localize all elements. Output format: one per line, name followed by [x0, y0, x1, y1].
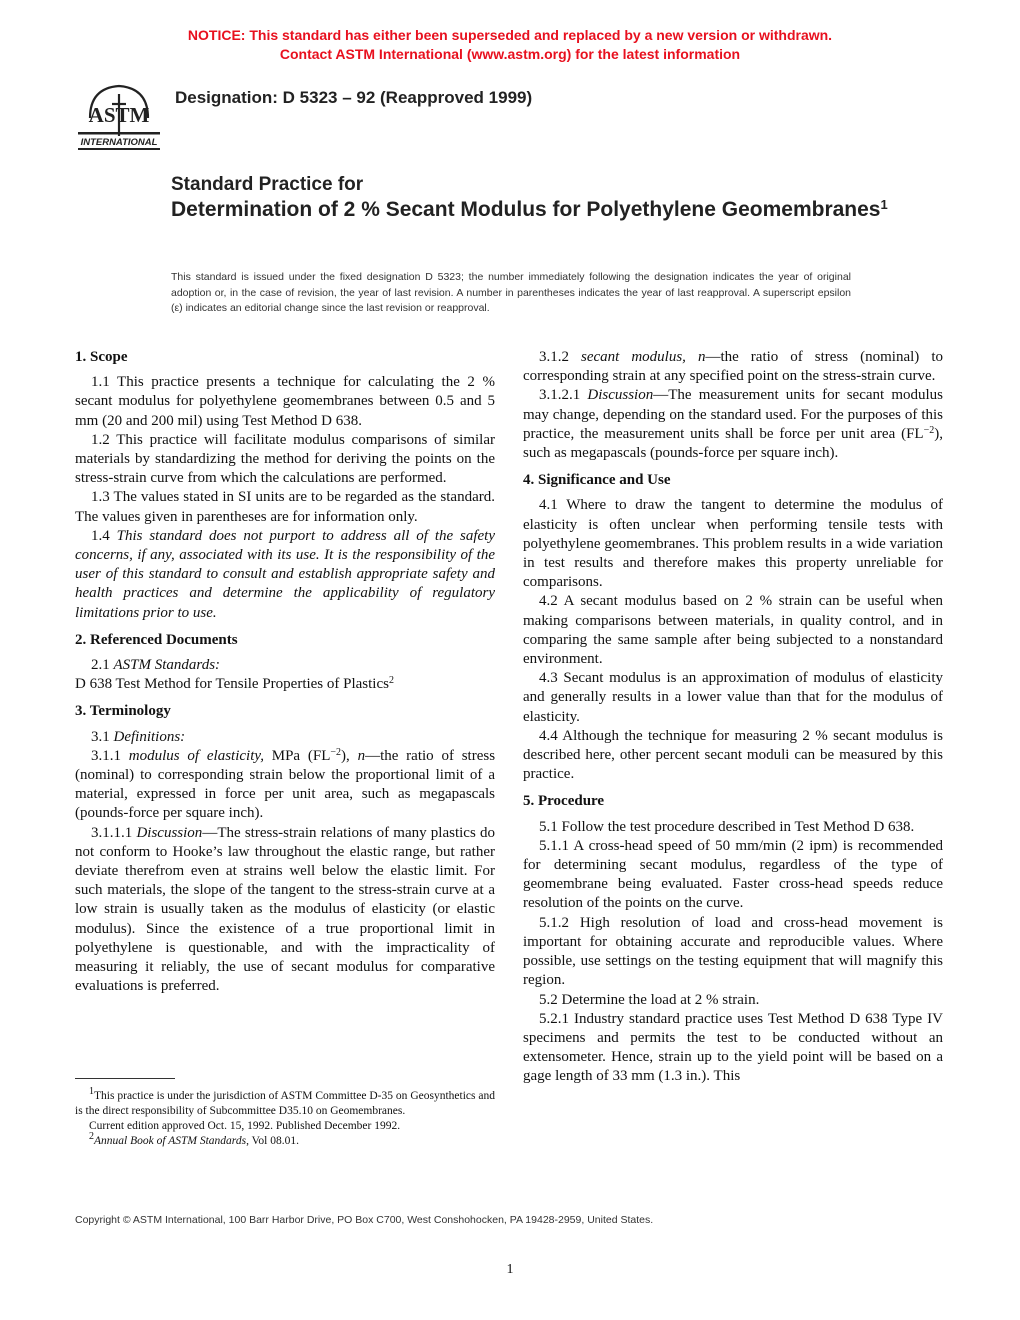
discussion-label: Discussion [587, 387, 654, 404]
notice-line-1: NOTICE: This standard has either been superseded and replaced by a new version or withdrawn. [187, 27, 833, 43]
footnote-text: This practice is under the jurisdiction of ASTM Committee D-35 on Geosynthetics and is the direct responsibility of Subcommittee D35.10 on Geomembranes. [75, 1090, 495, 1117]
copyright-line: Copyright © ASTM International, 100 Barr Harbor Drive, PO Box C700, West Conshohocken, PA 19428-2959, United States. [75, 1214, 654, 1226]
astm-logo [76, 74, 162, 154]
exponent: −2 [330, 746, 342, 758]
title-text: Determination of 2 % Secant Modulus for Polyethylene Geomembranes [171, 198, 881, 221]
footnote-1 [75, 1086, 495, 1119]
paragraph-5-1: 5.1 Follow the test procedure described in Test Method D 638. [539, 818, 915, 835]
defined-term: modulus of elasticity, [128, 747, 264, 764]
discussion-text: —The measurement units for secant modulus may change, depending on the standard used. For the purposes of this practice, the measurement units shall be force per unit area (FL [523, 387, 943, 442]
footnote-2 [75, 1131, 495, 1149]
paragraph-number: 3.1 [91, 728, 110, 745]
paragraph-number: 3.1.2 [539, 349, 569, 365]
referenced-item-d638 [75, 675, 495, 694]
footnotes [75, 1078, 495, 1149]
safety-statement: This standard does not purport to address all of the safety concerns, if any, associated with its use. It is the responsibility of the user of this standard to consult and establish appropriate safety and health practices and determine the applicability of regulatory limitations prior to use. [75, 527, 496, 621]
footnote-rule [75, 1078, 175, 1079]
paragraph-5-1-2: 5.1.2 High resolution of load and cross-head movement is important for obtaining accurate and reproducible values. Where possible, use settings on the testing equipment that will magnify this region. [523, 914, 943, 989]
paragraph-number: 3.1.2.1 [539, 387, 581, 404]
footnote-title: Annual Book of ASTM Standards [94, 1135, 247, 1147]
title-block [171, 173, 931, 222]
designation: Designation: D 5323 – 92 (Reapproved 1999) [175, 88, 533, 107]
paragraph-5-2: 5.2 Determine the load at 2 % strain. [539, 991, 760, 1008]
section-heading-scope: 1. Scope [75, 349, 128, 365]
section-heading-terminology: 3. Terminology [75, 703, 171, 720]
paragraph-5-2-1: 5.2.1 Industry standard practice uses Test Method D 638 Type IV specimens and permits the test to be conducted without an extensometer. Hence, strain up to the yield point will be based on a gage length of 33 mm (1.3 in.). This [523, 1010, 943, 1085]
footnote-text: , Vol 08.01. [246, 1135, 299, 1147]
footnote-mark: 2 [89, 1131, 94, 1142]
logo-letters: ASTM [88, 103, 150, 127]
footnote-mark: 2 [388, 675, 394, 687]
paragraph-4-1: 4.1 Where to draw the tangent to determine the modulus of elasticity is often unclear when performing tensile tests with polyethylene geomembranes. This problem results in a wide variation in test results and therefore makes this property unreliable for comparisons. [523, 497, 943, 591]
definition-text: —the ratio of stress (nominal) to corresponding strain at any specified point on the stress-strain curve. [523, 349, 943, 385]
section-heading-procedure: 5. Procedure [523, 793, 605, 810]
discussion-text-end: ), such as megapascals (pounds-force per square inch). [523, 425, 943, 462]
unit-close: ), [341, 747, 350, 764]
paragraph-number: 1.4 [91, 527, 110, 544]
footnote-mark: 1 [89, 1086, 94, 1097]
unit: MPa (FL [271, 747, 331, 764]
section-heading-significance: 4. Significance and Use [523, 472, 671, 489]
right-column [523, 348, 943, 1087]
paragraph-3-1-1 [75, 747, 495, 824]
paragraph-number: 3.1.1 [91, 747, 121, 764]
paragraph-3-1 [75, 728, 495, 747]
paragraph-1-2: 1.2 This practice will facilitate modulus comparisons of similar materials by standardizing the method for deriving the points on the stress-strain curve from which the calculations are performed. [75, 431, 495, 487]
paragraph-2-1 [75, 656, 495, 675]
discussion-label: Discussion [136, 824, 203, 841]
discussion-text: —The stress-strain relations of many plastics do not conform to Hooke’s law throughout the elastic range, but rather deviate therefrom even at strains well below the elastic limit. For such materials, the slope of the tangent to the stress-strain curve at a low strain is usually taken as the modulus of elasticity (or elastic modulus). Since the existence of a true proportional limit in polyethylene is questionable, and with the impracticality of measuring it reliably, the use of secant modulus for comparative evaluations is preferred. [75, 824, 496, 995]
page-number: 1 [506, 1262, 514, 1277]
footnote-1-edition: Current edition approved Oct. 15, 1992. Published December 1992. [89, 1120, 401, 1132]
paragraph-4-3: 4.3 Secant modulus is an approximation of modulus of elasticity and generally results in a lower value than that for the modulus of elasticity. [523, 670, 943, 725]
paragraph-3-1-1-1 [75, 824, 495, 997]
logo-tagline: INTERNATIONAL [80, 137, 158, 148]
definition-text: —the ratio of stress (nominal) to corresponding strain below the proportional limit of a material, expressed in force per unit area, such as megapascals (pounds-force per square inch). [75, 747, 496, 822]
paragraph-4-4: 4.4 Although the technique for measuring 2 % secant modulus is described here, other percent secant moduli can be measured by this practice. [523, 727, 943, 783]
noun-marker: n [697, 349, 706, 365]
paragraph-4-2: 4.2 A secant modulus based on 2 % strain can be useful when making comparisons between materials, in quality control, and in comparing the same sample after being subjected to a nonstandard environment. [523, 593, 943, 668]
referenced-item-text: D 638 Test Method for Tensile Properties of Plastics [75, 676, 389, 693]
exponent: −2 [923, 424, 935, 436]
astm-standards-label: ASTM Standards: [113, 657, 221, 674]
noun-marker: n [357, 747, 366, 764]
title-prefix: Standard Practice for [171, 174, 364, 195]
definitions-label: Definitions: [113, 728, 186, 745]
document-title [171, 197, 931, 222]
section-heading-referenced: 2. Referenced Documents [75, 631, 238, 648]
left-column [75, 348, 495, 997]
paragraph-3-1-2 [523, 348, 943, 386]
paragraph-3-1-2-1 [523, 386, 943, 463]
paragraph-number: 3.1.1.1 [91, 824, 133, 841]
paragraph-1-3: 1.3 The values stated in SI units are to be regarded as the standard. The values given in parentheses are for information only. [75, 489, 495, 525]
paragraph-1-4 [75, 527, 495, 623]
title-footnote-mark: 1 [880, 197, 888, 212]
issued-note: This standard is issued under the fixed designation D 5323; the number immediately following the designation indicates the year of original adoption or, in the case of revision, the year of last revision. A number in parentheses indicates the year of last reapproval. A superscript epsilon (ε) indicates an editorial change since the last revision or reapproval. [171, 271, 851, 314]
supersede-notice [0, 26, 1020, 64]
notice-line-2: Contact ASTM International (www.astm.org) for the latest information [279, 46, 741, 62]
paragraph-5-1-1: 5.1.1 A cross-head speed of 50 mm/min (2 ipm) is recommended for determining secant modulus, regardless of the type of geomembrane being evaluated. Faster cross-head speeds reduce resolution of the points on the curve. [523, 837, 943, 912]
paragraph-number: 2.1 [91, 657, 110, 674]
defined-term: secant modulus, [581, 349, 686, 365]
paragraph-1-1: 1.1 This practice presents a technique for calculating the 2 % secant modulus for polyethylene geomembranes between 0.5 and 5 mm (20 and 200 mil) using Test Method D 638. [75, 374, 495, 429]
